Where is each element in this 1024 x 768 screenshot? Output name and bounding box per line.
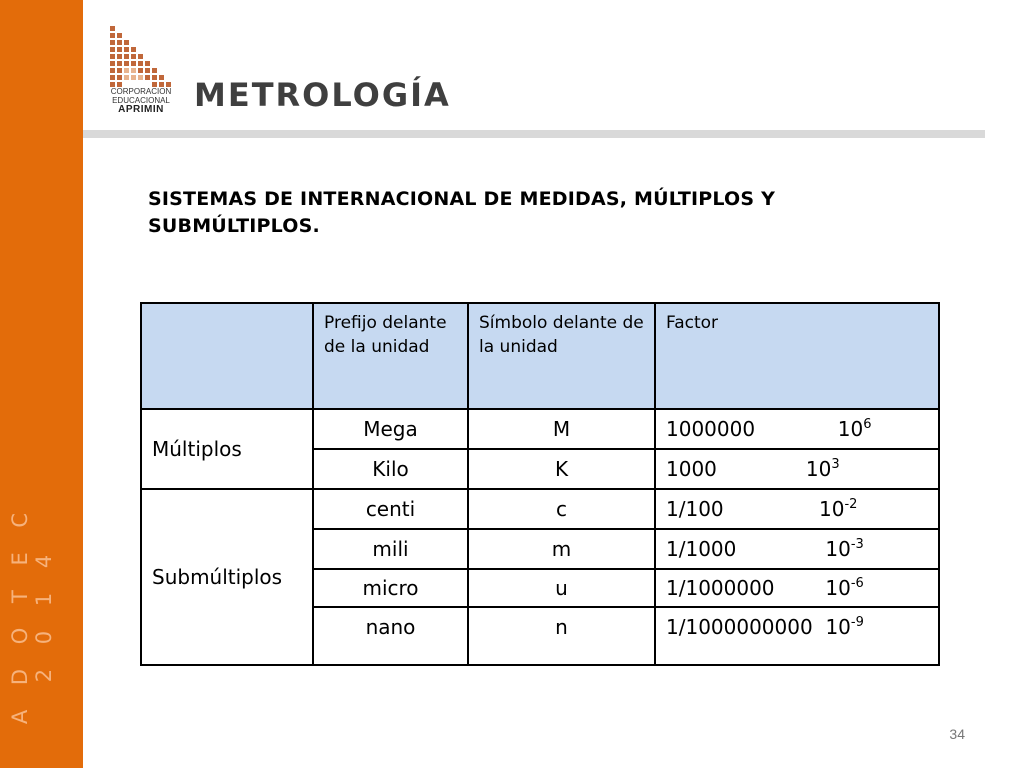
si-prefixes-table <box>140 302 940 666</box>
sidebar-watermark-text: A D O T E C 2 0 1 4 <box>8 503 56 725</box>
factor-cell <box>655 569 939 607</box>
factor-exponent: -6 <box>850 576 864 591</box>
factor-cell <box>655 529 939 569</box>
symbol-cell: K <box>468 449 655 489</box>
table-row <box>141 409 939 449</box>
symbol-cell: u <box>468 569 655 607</box>
prefix-cell: micro <box>313 569 468 607</box>
page-number: 34 <box>949 726 965 742</box>
factor-value: 1/1000 <box>666 537 737 561</box>
factor-cell <box>655 489 939 529</box>
logo-line-2: EDUCACIONAL <box>112 96 170 105</box>
title-divider <box>83 130 985 138</box>
prefix-cell: Kilo <box>313 449 468 489</box>
prefix-cell: mili <box>313 529 468 569</box>
symbol-cell: n <box>468 607 655 665</box>
factor-exponent: 6 <box>863 417 872 432</box>
table-row <box>141 489 939 529</box>
prefix-cell: nano <box>313 607 468 665</box>
factor-exponent: -3 <box>850 537 864 552</box>
factor-value: 1/1000000 <box>666 576 775 600</box>
symbol-cell: c <box>468 489 655 529</box>
slide-title: METROLOGÍA <box>194 76 451 114</box>
factor-cell <box>655 409 939 449</box>
prefix-cell: Mega <box>313 409 468 449</box>
header-cell-prefix: Prefijo delante de la unidad <box>313 303 468 409</box>
factor-cell <box>655 449 939 489</box>
prefix-cell: centi <box>313 489 468 529</box>
factor-power-base: 10 <box>819 497 845 521</box>
logo-caption <box>106 87 176 114</box>
table-header-row <box>141 303 939 409</box>
factor-power-base: 10 <box>825 537 851 561</box>
factor-power-base: 10 <box>825 615 851 639</box>
header-cell-factor: Factor <box>655 303 939 409</box>
symbol-cell: m <box>468 529 655 569</box>
factor-value: 1/100 <box>666 497 724 521</box>
logo-brand: APRIMIN <box>118 104 164 115</box>
factor-exponent: -2 <box>844 497 858 512</box>
group-label-submultiples: Submúltiplos <box>141 489 313 665</box>
logo-line-1: CORPORACION <box>110 87 172 96</box>
sidebar-watermark <box>0 0 83 768</box>
factor-exponent: -9 <box>850 615 864 630</box>
factor-cell <box>655 607 939 665</box>
symbol-cell: M <box>468 409 655 449</box>
factor-value: 1000 <box>666 457 717 481</box>
factor-exponent: 3 <box>831 457 840 472</box>
slide-subtitle: SISTEMAS DE INTERNACIONAL DE MEDIDAS, MÚLTIPLOS Y SUBMÚLTIPLOS. <box>148 188 776 237</box>
header-cell-empty <box>141 303 313 409</box>
factor-value: 1/1000000000 <box>666 615 813 639</box>
factor-value: 1000000 <box>666 417 756 441</box>
header-cell-symbol: Símbolo delante de la unidad <box>468 303 655 409</box>
factor-power-base: 10 <box>805 457 832 481</box>
factor-power-base: 10 <box>825 576 851 600</box>
factor-power-base: 10 <box>837 417 864 441</box>
group-label-multiples: Múltiplos <box>141 409 313 489</box>
